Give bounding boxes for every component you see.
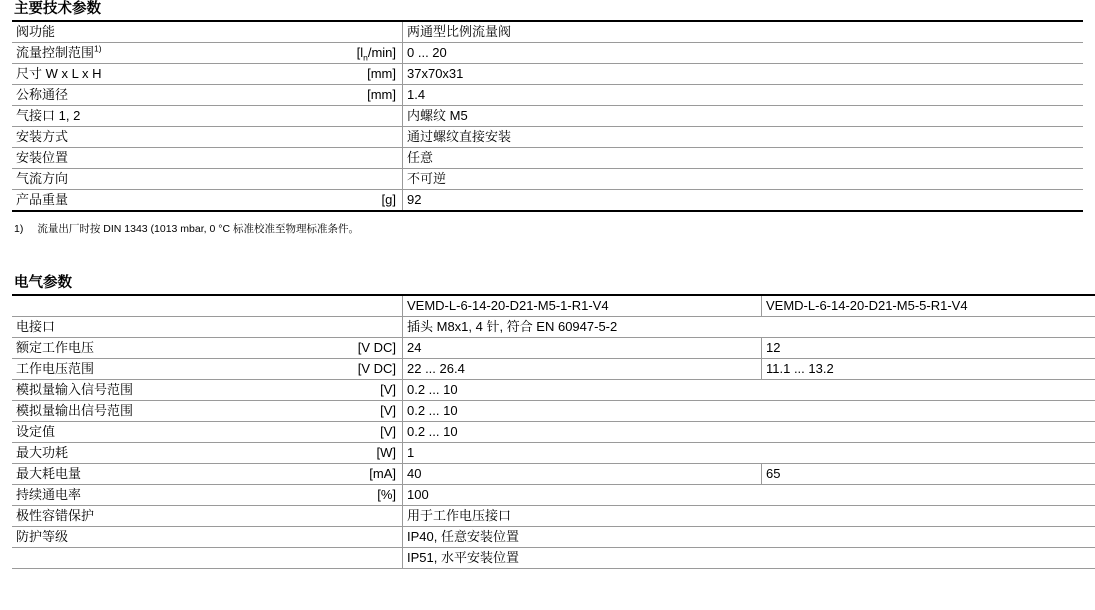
table-row xyxy=(12,85,1083,106)
row-unit xyxy=(320,43,403,64)
row-label: 公称通径 xyxy=(12,85,320,106)
row-label: 设定值 xyxy=(12,422,320,443)
row-value: 1 xyxy=(403,443,1095,464)
table-row xyxy=(12,106,1083,127)
row-value: 两通型比例流量阀 xyxy=(403,21,1084,43)
row-label: 安装方式 xyxy=(12,127,320,148)
row-unit: [V] xyxy=(320,380,403,401)
row-value-2: 11.1 ... 13.2 xyxy=(762,359,1095,380)
row-label: 阀功能 xyxy=(12,21,320,43)
row-value: 0.2 ... 10 xyxy=(403,380,1095,401)
row-unit xyxy=(320,106,403,127)
row-label: 产品重量 xyxy=(12,190,320,212)
row-unit: [V DC] xyxy=(320,359,403,380)
row-value: 0.2 ... 10 xyxy=(403,422,1095,443)
row-value: 用于工作电压接口 xyxy=(403,506,1095,527)
row-value: 100 xyxy=(403,485,1095,506)
row-unit xyxy=(320,21,403,43)
row-unit xyxy=(320,127,403,148)
row-label: 最大功耗 xyxy=(12,443,320,464)
row-label xyxy=(12,43,320,64)
row-unit: [mA] xyxy=(320,464,403,485)
row-value: 92 xyxy=(403,190,1084,212)
row-unit xyxy=(320,317,403,338)
row-unit xyxy=(320,527,403,548)
section-main-technical-data xyxy=(12,0,1083,212)
row-label: 电接口 xyxy=(12,317,320,338)
table-body-main xyxy=(12,21,1083,211)
row-unit: [V] xyxy=(320,401,403,422)
row-value: 37x70x31 xyxy=(403,64,1084,85)
row-unit: [V DC] xyxy=(320,338,403,359)
row-value-2: 12 xyxy=(762,338,1095,359)
table-row xyxy=(12,338,1095,359)
table-row xyxy=(12,43,1083,64)
table-row xyxy=(12,148,1083,169)
table-row xyxy=(12,401,1095,422)
row-value: 0 ... 20 xyxy=(403,43,1084,64)
section-title-electrical: 电气参数 xyxy=(14,275,72,291)
row-value-1: 40 xyxy=(403,464,762,485)
table-row xyxy=(12,190,1083,212)
row-value: 通过螺纹直接安装 xyxy=(403,127,1084,148)
table-electrical-data xyxy=(12,294,1095,569)
row-value: 任意 xyxy=(403,148,1084,169)
table-row xyxy=(12,380,1095,401)
row-unit xyxy=(320,506,403,527)
table-header-row xyxy=(12,295,1095,317)
table-row xyxy=(12,127,1083,148)
row-unit-tail: /min] xyxy=(367,45,396,60)
row-unit: [W] xyxy=(320,443,403,464)
header-variant-2: VEMD-L-6-14-20-D21-M5-5-R1-V4 xyxy=(762,295,1095,317)
header-unit xyxy=(320,295,403,317)
row-label: 气流方向 xyxy=(12,169,320,190)
table-row xyxy=(12,485,1095,506)
table-row xyxy=(12,21,1083,43)
table-row xyxy=(12,464,1095,485)
row-label: 工作电压范围 xyxy=(12,359,320,380)
row-label-text: 流量控制范围 xyxy=(16,45,95,60)
table-main-technical-data xyxy=(12,20,1083,212)
footnote-marker: 1) xyxy=(14,223,24,235)
row-label: 气接口 1, 2 xyxy=(12,106,320,127)
row-unit: [g] xyxy=(320,190,403,212)
row-label: 防护等级 xyxy=(12,527,320,548)
row-value: 插头 M8x1, 4 针, 符合 EN 60947-5-2 xyxy=(403,317,1095,338)
section-electrical-data xyxy=(12,274,1083,569)
row-unit: [mm] xyxy=(320,85,403,106)
row-unit-sub: n xyxy=(363,52,368,63)
table-row xyxy=(12,443,1095,464)
row-label: 安装位置 xyxy=(12,148,320,169)
header-label xyxy=(12,295,320,317)
row-label: 最大耗电量 xyxy=(12,464,320,485)
row-label: 模拟量输出信号范围 xyxy=(12,401,320,422)
table-row xyxy=(12,422,1095,443)
row-value: IP40, 任意安装位置 xyxy=(403,527,1095,548)
row-value: 内螺纹 M5 xyxy=(403,106,1084,127)
row-unit xyxy=(320,548,403,569)
row-value: IP51, 水平安装位置 xyxy=(403,548,1095,569)
row-label: 持续通电率 xyxy=(12,485,320,506)
row-unit xyxy=(320,169,403,190)
row-value: 不可逆 xyxy=(403,169,1084,190)
table-row xyxy=(12,317,1095,338)
row-label: 模拟量输入信号范围 xyxy=(12,380,320,401)
row-unit xyxy=(320,148,403,169)
row-value-2: 65 xyxy=(762,464,1095,485)
footnote xyxy=(14,222,1083,236)
row-label: 尺寸 W x L x H xyxy=(12,64,320,85)
table-body-electrical xyxy=(12,295,1095,569)
table-row xyxy=(12,169,1083,190)
table-row xyxy=(12,359,1095,380)
row-unit-head: [l xyxy=(356,45,364,60)
table-row xyxy=(12,548,1095,569)
table-row xyxy=(12,527,1095,548)
row-value-1: 24 xyxy=(403,338,762,359)
table-row xyxy=(12,64,1083,85)
row-unit: [mm] xyxy=(320,64,403,85)
row-unit: [V] xyxy=(320,422,403,443)
spacer xyxy=(0,236,1095,274)
row-unit: [%] xyxy=(320,485,403,506)
table-row xyxy=(12,506,1095,527)
header-variant-1: VEMD-L-6-14-20-D21-M5-1-R1-V4 xyxy=(403,295,762,317)
footnote-text: 流量出厂时按 DIN 1343 (1013 mbar, 0 °C 标准校准至物理标准条件。 xyxy=(37,223,359,235)
row-label xyxy=(12,548,320,569)
row-label: 额定工作电压 xyxy=(12,338,320,359)
row-value: 0.2 ... 10 xyxy=(403,401,1095,422)
section-title-main: 主要技术参数 xyxy=(14,1,101,17)
row-label: 极性容错保护 xyxy=(12,506,320,527)
row-value-1: 22 ... 26.4 xyxy=(403,359,762,380)
row-value: 1.4 xyxy=(403,85,1084,106)
footnote-marker-inline: 1) xyxy=(94,43,102,54)
